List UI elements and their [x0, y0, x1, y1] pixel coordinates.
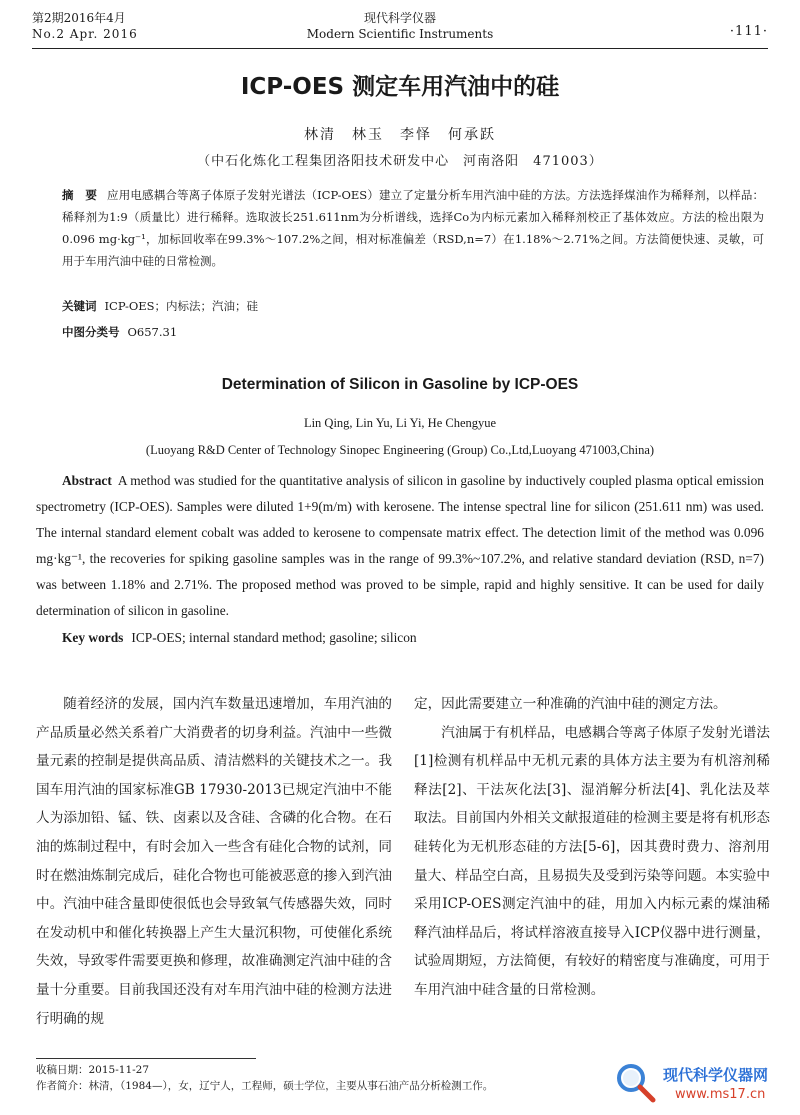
journal-en: Modern Scientific Instruments — [306, 27, 494, 41]
keywords-en-text: ICP-OES; internal standard method; gasoline; silicon — [131, 630, 417, 645]
watermark-url: www.ms17.cn — [675, 1087, 766, 1102]
abstract-en-text: A method was studied for the quantitative analysis of silicon in gasoline by inductively coupled plasma optical emission spectrometry (ICP-OES). Samples were diluted 1+9(m/m) with kerosene. The intense spectral line for silicon (251.611 nm) was used. The internal standard element cobalt was added to kerosene to compensate matrix effect. The detection limit of the method was 0.096 mg·kg⁻¹, the recoveries for spiking gasoline samples was in the range of 99.3%~107.2%, and relative standard deviation (RSD, n=7) was between 1.18% and 2.71%. The proposed method was proved to be simple, rapid and highly sensitive. It can be used for daily determination of silicon in gasoline. — [36, 473, 764, 618]
footnote-rule — [36, 1058, 256, 1059]
body-column-left — [36, 690, 392, 1033]
body-paragraph: 随着经济的发展，国内汽车数量迅速增加，车用汽油的产品质量必然关系着广大消费者的切身利益。汽油中一些微量元素的控制是提供高品质、清洁燃料的关键技术之一。我国车用汽油的国家标准GB 17930-2013已规定汽油中不能人为添加铅、锰、铁、卤素以及含硅、含磷的化合物。在石油的炼制过程中，有时会加入一些含有硅化合物的试剂，同时在燃油炼制完成后，硅化合物也可能被恶意的掺入到汽油中。汽油中硅含量即使很低也会导致氧气传感器失效，同时在发动机中和催化转换器上产生大量沉积物，可使催化系统失效，导致零件需要更换和修理，故准确测定汽油中硅的含量十分重要。目前我国还没有对车用汽油中硅的检测方法进行明确的规 — [36, 696, 392, 1027]
clc-label: 中图分类号 — [62, 325, 120, 339]
keywords-cn-text: ICP-OES；内标法；汽油；硅 — [104, 299, 259, 313]
site-watermark — [613, 1060, 788, 1108]
watermark-brand: 现代科学仪器网 — [663, 1066, 769, 1084]
journal-cn: 现代科学仪器 — [363, 11, 436, 25]
affiliation-en: (Luoyang R&D Center of Technology Sinopec Engineering (Group) Co.,Ltd,Luoyang 471003,China) — [145, 443, 655, 457]
received-date: 收稿日期：2015-11-27 — [36, 1064, 150, 1076]
magnifier-logo-icon — [613, 1060, 657, 1104]
abstract-cn-text: 应用电感耦合等离子体原子发射光谱法（ICP-OES）建立了定量分析车用汽油中硅的方法。方法选择煤油作为稀释剂，以样品：稀释剂为1:9（质量比）进行稀释。选取波长251.611nm为分析谱线，选择Co为内标元素加入稀释剂校正了基体效应。方法的检出限为0.096 mg·kg⁻¹，加标回收率在99.3%～107.2%之间，相对标准偏差（RSD,n=7）在1.18%～2.71%之间。方法简便快速、灵敏，可用于车用汽油中硅的日常检测。 — [62, 188, 765, 268]
page-header — [32, 6, 768, 50]
body-column-right — [414, 690, 770, 1005]
abstract-cn-label: 摘 要 — [62, 188, 98, 202]
abstract-en — [36, 468, 764, 624]
abstract-cn — [62, 184, 764, 272]
journal-name — [32, 10, 768, 42]
body-paragraph: 汽油属于有机样品，电感耦合等离子体原子发射光谱法[1]检测有机样品中无机元素的具体方法主要为有机溶剂稀释法[2]、干法灰化法[3]、湿消解分析法[4]、乳化法及萃取法。目前国内外相关文献报道硅的检测主要是将有机形态硅转化为无机形态硅的方法[5-6]，因其费时费力、溶剂用量大、样品空白高，且易损失及受到污染等问题。本实验中采用ICP-OES测定汽油中的硅，用加入内标元素的煤油稀释汽油样品后，将试样溶液直接导入ICP仪器中进行测量，试验周期短，方法简便，有较好的精密度与准确度，可用于车用汽油中硅含量的日常检测。 — [414, 724, 770, 998]
body-paragraph-continued: 定，因此需要建立一种准确的汽油中硅的测定方法。 — [414, 696, 727, 712]
keywords-en-label: Key words — [62, 630, 124, 645]
affiliation-cn: （中石化炼化工程集团洛阳技术研发中心 河南洛阳 471003） — [197, 154, 603, 169]
issue-cn: 第2期2016年4月 — [32, 11, 126, 25]
keywords-cn-label: 关键词 — [62, 299, 97, 313]
author-bio: 作者简介：林清，（1984—），女，辽宁人，工程师，硕士学位，主要从事石油产品分析检测工作。 — [36, 1080, 494, 1092]
authors-cn: 林清 林玉 李怿 何承跃 — [304, 127, 496, 143]
paper-title-en: Determination of Silicon in Gasoline by ICP-OES — [221, 376, 579, 393]
page-number: ·111· — [729, 24, 768, 39]
keywords-en — [62, 630, 764, 646]
header-rule — [32, 48, 768, 49]
paper-title-cn: ICP-OES 测定车用汽油中的硅 — [240, 74, 560, 100]
abstract-en-label: Abstract — [62, 473, 112, 488]
clc-text: O657.31 — [127, 325, 178, 339]
issue-en: No.2 Apr. 2016 — [32, 27, 138, 41]
keywords-cn — [62, 296, 764, 316]
footnote — [36, 1062, 493, 1094]
clc-number — [62, 322, 764, 342]
authors-en: Lin Qing, Lin Yu, Li Yi, He Chengyue — [303, 416, 497, 430]
